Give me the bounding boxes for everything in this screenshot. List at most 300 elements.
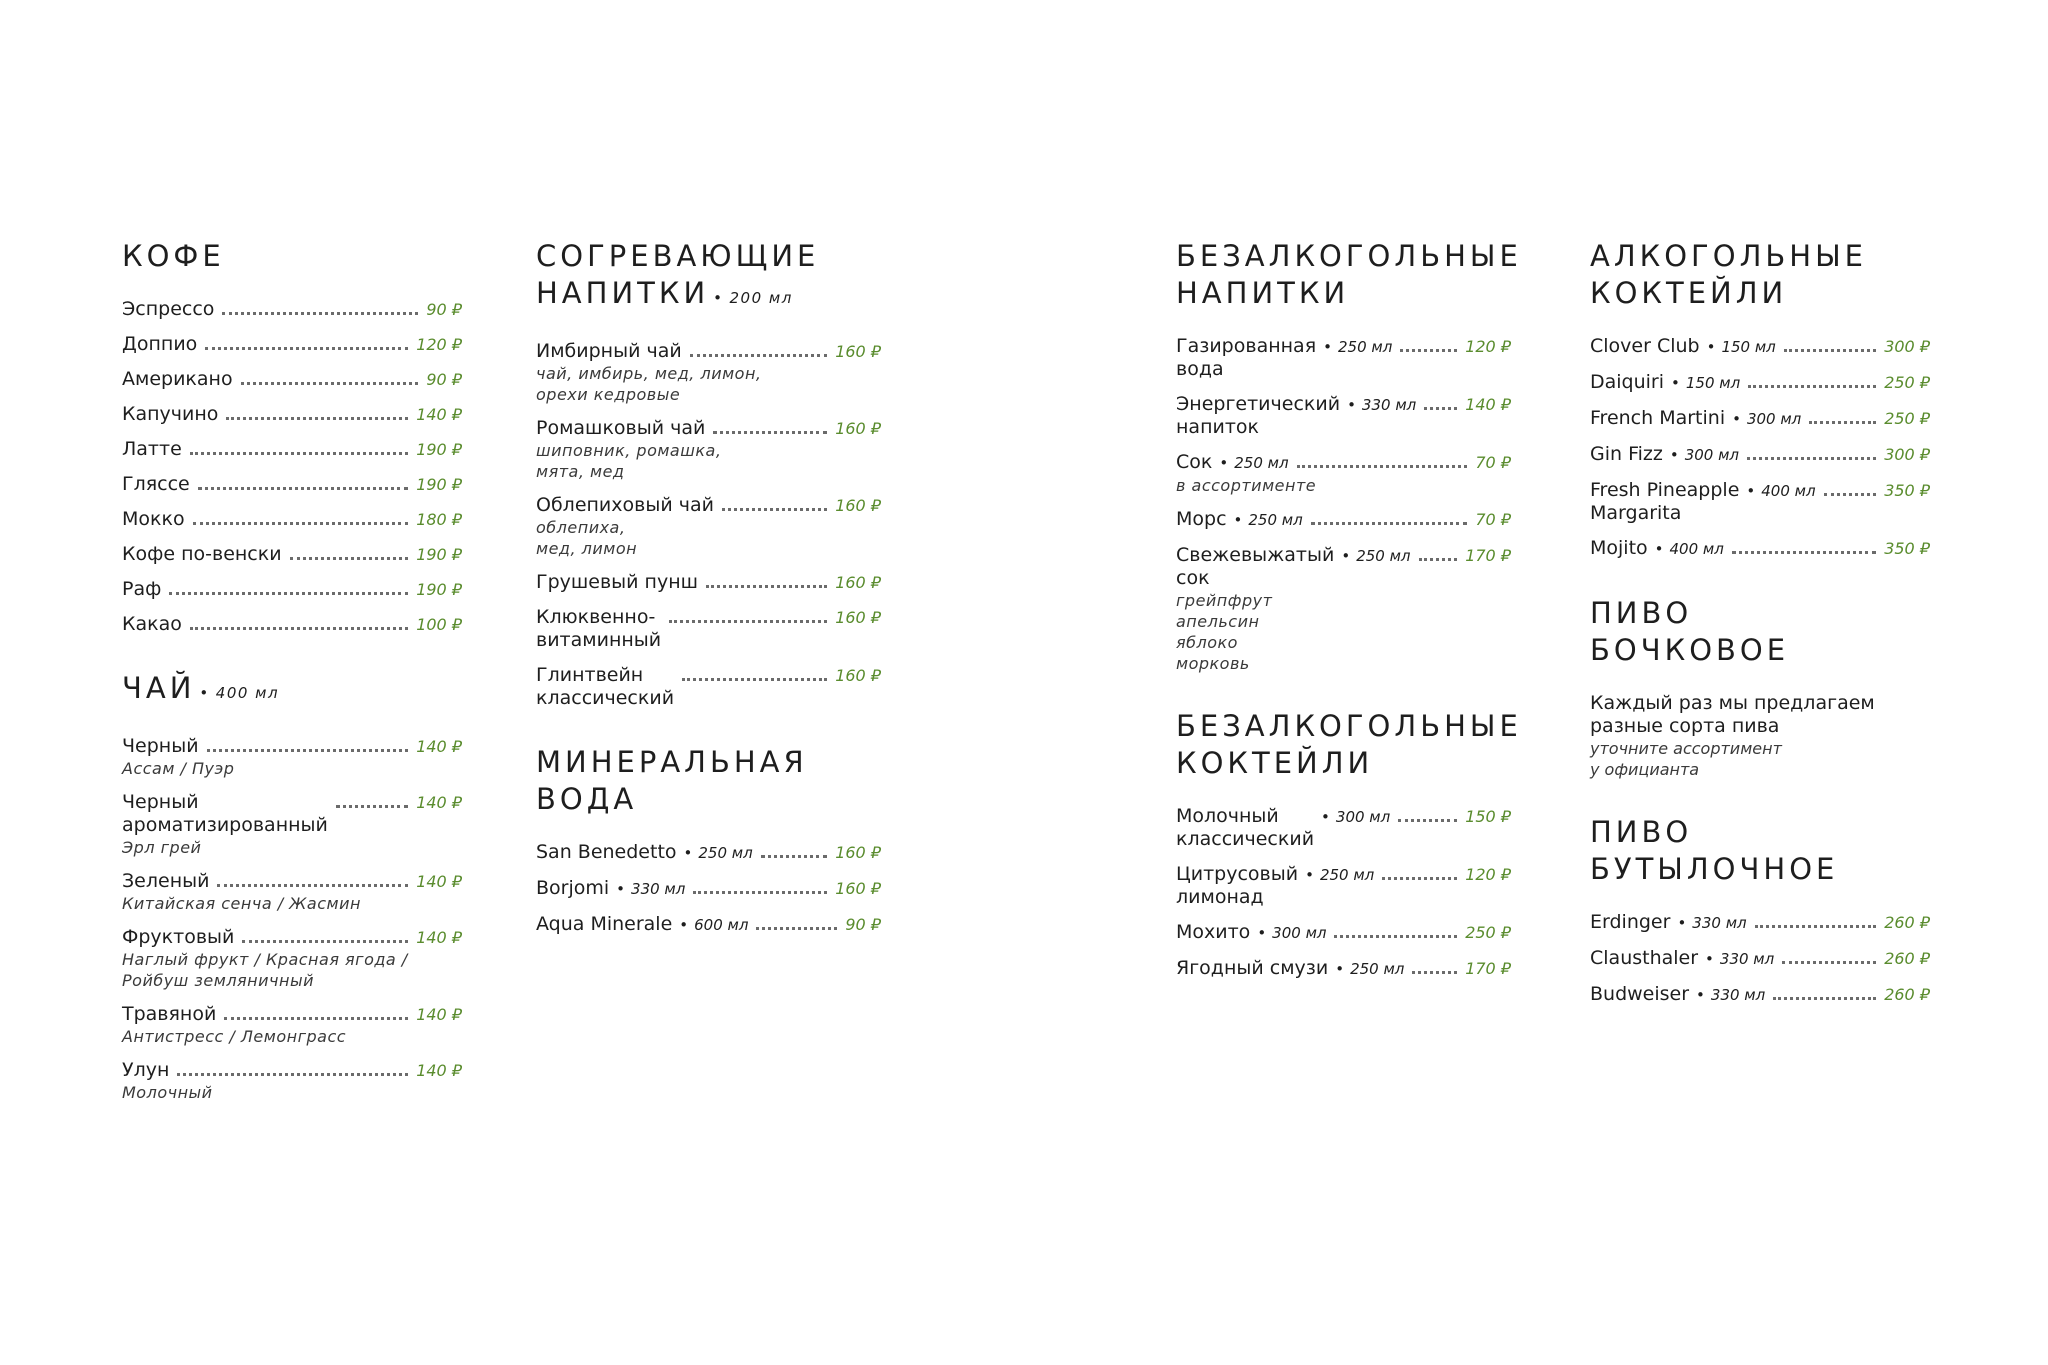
item-description-line: мята, мед [536,462,625,481]
menu-item [536,877,881,901]
item-price: 70 ₽ [1475,510,1511,529]
dot-leader [1755,925,1877,928]
item-name-line: сок [1176,567,1210,589]
dot-leader [217,884,408,887]
section-title-text: МИНЕРАЛЬНАЯ [536,745,808,779]
section-title-line [1590,238,1930,275]
menu-item-row [1176,957,1511,981]
menu-item [122,1059,462,1103]
section-title-line [1590,814,1930,851]
item-name-line: вода [1176,358,1224,380]
dot-leader [1748,385,1876,388]
item-price: 190 ₽ [416,440,462,459]
item-volume: • 250 мл [1335,958,1404,981]
section-title-text: КОКТЕЙЛИ [1176,746,1374,780]
section-title-line [536,744,881,781]
menu-item [1176,957,1511,981]
item-price: 120 ₽ [416,335,462,354]
item-name-line: Энергетический [1176,393,1341,415]
item-description-line: орехи кедровые [536,385,681,404]
section-title-text: ЧАЙ [122,671,196,705]
item-description [536,363,881,405]
item-description-line: Эрл грей [122,838,202,857]
section-title-line [122,670,462,712]
item-name-line: классический [536,687,675,709]
menu-item-row [1590,537,1930,561]
menu-item-row [1176,335,1511,381]
menu-item [1590,947,1930,971]
menu-column-3 [1176,238,1522,1015]
section-title-text: КОФЕ [122,239,225,273]
dot-leader [241,382,419,385]
menu-item [1176,805,1511,851]
item-price: 180 ₽ [416,510,462,529]
dot-leader [169,592,408,595]
item-description [536,440,881,482]
dot-leader [207,749,409,752]
item-name-line: French Martini [1590,407,1726,429]
menu-item [536,841,881,865]
item-name [1590,911,1670,934]
item-description-line: грейпфрут [1176,591,1273,610]
item-price: 350 ₽ [1884,481,1930,500]
dot-leader [193,522,409,525]
section-title [1590,595,1930,669]
item-description-line: Наглый фрукт / Красная ягода / [122,950,408,969]
section-title [1176,708,1522,782]
item-description-line: мед, лимон [536,539,638,558]
menu-item [1176,544,1511,674]
item-price: 90 ₽ [426,300,462,319]
item-name-line: Имбирный чай [536,340,682,362]
menu-column-2 [536,238,881,971]
item-volume: • 250 мл [1234,509,1303,532]
item-volume: • 250 мл [1219,452,1288,475]
item-name-line: Daiquiri [1590,371,1665,393]
item-price: 160 ₽ [835,666,881,685]
menu-item-row [122,1059,462,1082]
section-title-text: БЕЗАЛКОГОЛЬНЫЕ [1176,239,1522,273]
item-description-line: морковь [1176,654,1250,673]
menu-item-row [536,913,881,937]
dot-leader [1747,457,1876,460]
item-volume: • 250 мл [684,842,753,865]
item-name [1176,508,1227,531]
menu-item-row [536,877,881,901]
item-name-line: Clover Club [1590,335,1700,357]
menu-item [122,438,462,461]
menu-item-row [1590,335,1930,359]
item-price: 170 ₽ [1465,546,1511,565]
dot-leader [190,452,408,455]
item-price: 90 ₽ [845,915,881,934]
item-name-line: витаминный [536,629,662,651]
item-name [122,543,282,566]
menu-item-row [536,571,881,594]
item-price: 250 ₽ [1884,373,1930,392]
item-name-line: Мохито [1176,921,1251,943]
dot-leader [706,585,827,588]
item-name-line: Borjomi [536,877,610,899]
menu-column-4 [1590,238,1930,1041]
item-price: 190 ₽ [416,475,462,494]
item-volume: • 300 мл [1670,444,1739,467]
item-name [1590,443,1663,466]
dot-leader [1773,997,1876,1000]
menu-item [1176,393,1511,439]
section-title [1590,814,1930,888]
menu-section [122,670,462,1103]
section-title-line [1176,275,1511,312]
item-price: 160 ₽ [835,419,881,438]
item-name [1176,921,1250,944]
menu-item [536,417,881,482]
menu-item-row [122,1003,462,1026]
item-name [122,791,328,837]
item-name-line: Латте [122,438,182,460]
item-volume: • 250 мл [1341,545,1410,568]
item-name-line: Цитрусовый [1176,863,1299,885]
menu-item [122,368,462,391]
dot-leader [1419,558,1458,561]
menu-item [1590,407,1930,431]
item-price: 140 ₽ [416,737,462,756]
item-name-line: Зеленый [122,870,210,892]
item-description [1176,475,1511,496]
item-price: 300 ₽ [1884,337,1930,356]
dot-leader [1412,971,1457,974]
menu-item-row [1590,479,1930,525]
menu-item [122,298,462,321]
item-name-line: Улун [122,1059,170,1081]
item-name [536,877,609,900]
menu-item [536,664,881,710]
menu-item-row [1590,983,1930,1007]
item-description-line: яблоко [1176,633,1238,652]
dot-leader [1824,493,1877,496]
section-note-line: Каждый раз мы предлагаем [1590,692,1875,714]
item-name [1590,371,1664,394]
menu-item [122,578,462,601]
section-title-text: АЛКОГОЛЬНЫЕ [1590,239,1867,273]
menu-item [1590,479,1930,525]
item-name [1176,544,1334,590]
item-name-line: Gin Fizz [1590,443,1663,465]
item-description [536,517,881,559]
section-title [122,670,462,712]
item-price: 120 ₽ [1465,865,1511,884]
menu-item [1176,508,1511,532]
item-price: 160 ₽ [835,843,881,862]
menu-section [122,238,462,636]
menu-section [1176,238,1522,674]
item-name-line: Эспрессо [122,298,215,320]
dot-leader [222,312,418,315]
dot-leader [1398,819,1457,822]
item-name [122,508,185,531]
item-name-line: Гляссе [122,473,190,495]
menu-item [122,508,462,531]
section-title-text: СОГРЕВАЮЩИЕ [536,239,820,273]
item-price: 140 ₽ [416,405,462,424]
menu-item-row [1176,393,1511,439]
menu-item-row [536,494,881,517]
menu-item-row [1176,451,1511,475]
dot-leader [1400,349,1457,352]
menu-item-row [122,791,462,837]
item-description-line: чай, имбирь, мед, лимон, [536,364,762,383]
section-title-line [536,275,881,317]
item-price: 140 ₽ [416,872,462,891]
item-volume: • 400 мл [1746,480,1815,503]
section-title-text: КОКТЕЙЛИ [1590,276,1788,310]
menu-item [1590,983,1930,1007]
menu-item [1590,335,1930,359]
item-price: 160 ₽ [835,879,881,898]
dot-leader [205,347,408,350]
item-price: 90 ₽ [426,370,462,389]
item-name [122,613,182,636]
item-name [1590,983,1689,1006]
section-title-line [1590,851,1930,888]
section-title-line [1176,238,1522,275]
menu-item [122,473,462,496]
item-name [122,438,182,461]
section-title-text: БОЧКОВОЕ [1590,633,1790,667]
item-name-line: Облепиховый чай [536,494,714,516]
item-price: 260 ₽ [1884,913,1930,932]
item-volume: • 400 мл [1655,538,1724,561]
item-name-line: Мокко [122,508,185,530]
item-name-line: Свежевыжатый [1176,544,1335,566]
menu-item [122,333,462,356]
section-title-text: ВОДА [536,782,638,816]
item-name-line: Доппио [122,333,198,355]
item-volume: • 330 мл [1677,912,1746,935]
menu-section [536,744,881,937]
item-price: 250 ₽ [1884,409,1930,428]
section-title-line [1590,632,1930,669]
menu-item [1590,443,1930,467]
item-volume: • 250 мл [1323,336,1392,359]
menu-item-row [122,403,462,426]
item-name [122,403,218,426]
item-name [1590,335,1700,358]
item-price: 190 ₽ [416,580,462,599]
item-name [536,606,661,652]
item-name-line: Fresh Pineapple [1590,479,1740,501]
dot-leader [722,508,827,511]
section-title-text: ПИВО [1590,815,1693,849]
item-price: 140 ₽ [416,928,462,947]
dot-leader [713,431,827,434]
item-name-line: классический [1176,828,1315,850]
item-name-line: Клюквенно- [536,606,656,628]
item-volume: • 300 мл [1732,408,1801,431]
menu-item-row [1590,947,1930,971]
dot-leader [224,1017,408,1020]
item-volume: • 150 мл [1671,372,1740,395]
menu-item-row [122,438,462,461]
section-note [1590,692,1930,738]
item-name-line: Морс [1176,508,1227,530]
item-name [1176,957,1328,980]
item-name-line: Ягодный смузи [1176,957,1329,979]
menu-item [1590,537,1930,561]
item-name [1590,407,1725,430]
menu-item-row [122,735,462,758]
menu-item-row [1590,371,1930,395]
item-name [122,735,199,758]
item-description-line: облепиха, [536,518,626,537]
dot-leader [198,487,408,490]
item-name-line: напиток [1176,416,1260,438]
dot-leader [290,557,409,560]
section-title-line [536,781,881,818]
item-description-line: шиповник, ромашка, [536,441,722,460]
item-name-line: лимонад [1176,886,1264,908]
menu-item [122,791,462,858]
item-description [122,837,462,858]
item-name-line: Черный [122,735,199,757]
item-description [122,949,462,991]
item-name-line: Budweiser [1590,983,1690,1005]
menu-item-row [1176,863,1511,909]
item-price: 140 ₽ [416,1061,462,1080]
menu-item [536,913,881,937]
item-name-line: Фруктовый [122,926,235,948]
item-name-line: Mojito [1590,537,1648,559]
menu-item-row [1590,407,1930,431]
item-name-line: Газированная [1176,335,1317,357]
item-name-line: Травяной [122,1003,217,1025]
item-description-line: Антистресс / Лемонграсс [122,1027,347,1046]
menu-item-row [122,870,462,893]
item-price: 170 ₽ [1465,959,1511,978]
item-name [1176,805,1314,851]
item-name [536,494,714,517]
item-name-line: Erdinger [1590,911,1671,933]
item-volume: • 330 мл [1696,984,1765,1007]
section-volume: • 200 мл [713,289,793,307]
dot-leader [1424,407,1457,410]
dot-leader [1784,349,1876,352]
item-price: 70 ₽ [1475,453,1511,472]
item-name [122,870,209,893]
item-price: 160 ₽ [835,496,881,515]
item-name-line: Какао [122,613,182,635]
section-volume: • 400 мл [199,684,279,702]
dot-leader [1334,935,1457,938]
item-name-line: Грушевый пунш [536,571,699,593]
item-volume: • 250 мл [1305,864,1374,887]
dot-leader [1311,522,1468,525]
menu-item-row [536,664,881,710]
menu-item-row [536,606,881,652]
item-description [122,893,462,914]
menu-item [122,926,462,991]
menu-item-row [536,417,881,440]
dot-leader [1297,465,1468,468]
menu-section [1176,708,1522,981]
item-price: 160 ₽ [835,608,881,627]
item-name-line: Aqua Minerale [536,913,673,935]
item-description-line: Ройбуш земляничный [122,971,314,990]
item-name [536,841,677,864]
section-title-text: БУТЫЛОЧНОЕ [1590,852,1839,886]
dot-leader [336,805,408,808]
menu-section [1590,814,1930,1007]
item-name-line: Капучино [122,403,219,425]
menu-item [122,735,462,779]
dot-leader [690,354,827,357]
section-title-text: НАПИТКИ [536,276,710,310]
item-name [1590,537,1648,560]
menu-item [536,606,881,652]
menu-item-row [1590,911,1930,935]
item-price: 250 ₽ [1465,923,1511,942]
dot-leader [177,1073,408,1076]
menu-item [1176,451,1511,496]
dot-leader [190,627,408,630]
dot-leader [693,891,827,894]
item-name-line: Clausthaler [1590,947,1699,969]
item-name [122,1059,169,1082]
item-name [122,473,190,496]
section-title-line [1590,595,1930,632]
menu-item-row [122,543,462,566]
item-name [536,417,705,440]
menu-item-row [122,368,462,391]
menu-item [1176,863,1511,909]
menu-column-1 [122,238,462,1137]
menu-item-row [1176,805,1511,851]
item-name-line: Ромашковый чай [536,417,706,439]
section-title-line [1590,275,1930,312]
item-name [536,913,672,936]
menu-item [1176,335,1511,381]
menu-item [536,340,881,405]
item-price: 300 ₽ [1884,445,1930,464]
section-title-line [1176,745,1511,782]
section-title [536,744,881,818]
dot-leader [1382,877,1457,880]
item-name [122,578,161,601]
dot-leader [1809,421,1876,424]
dot-leader [1732,551,1876,554]
section-title [1590,238,1930,312]
menu-section [1590,238,1930,561]
item-description [122,1026,462,1047]
item-volume: • 600 мл [679,914,748,937]
menu-item-row [122,508,462,531]
menu-item [536,494,881,559]
dot-leader [226,417,408,420]
item-description [122,758,462,779]
section-note-desc-line: уточните ассортимент [1590,739,1782,758]
item-name [1176,863,1298,909]
item-name-line: Черный [122,791,199,813]
menu-item-row [122,578,462,601]
item-description [1176,590,1511,674]
section-title [1176,238,1522,312]
item-name-line: ароматизированный [122,814,328,836]
section-title [536,238,881,317]
item-volume: • 150 мл [1707,336,1776,359]
dot-leader [242,940,408,943]
item-volume: • 330 мл [1347,394,1416,417]
item-name [1590,947,1698,970]
